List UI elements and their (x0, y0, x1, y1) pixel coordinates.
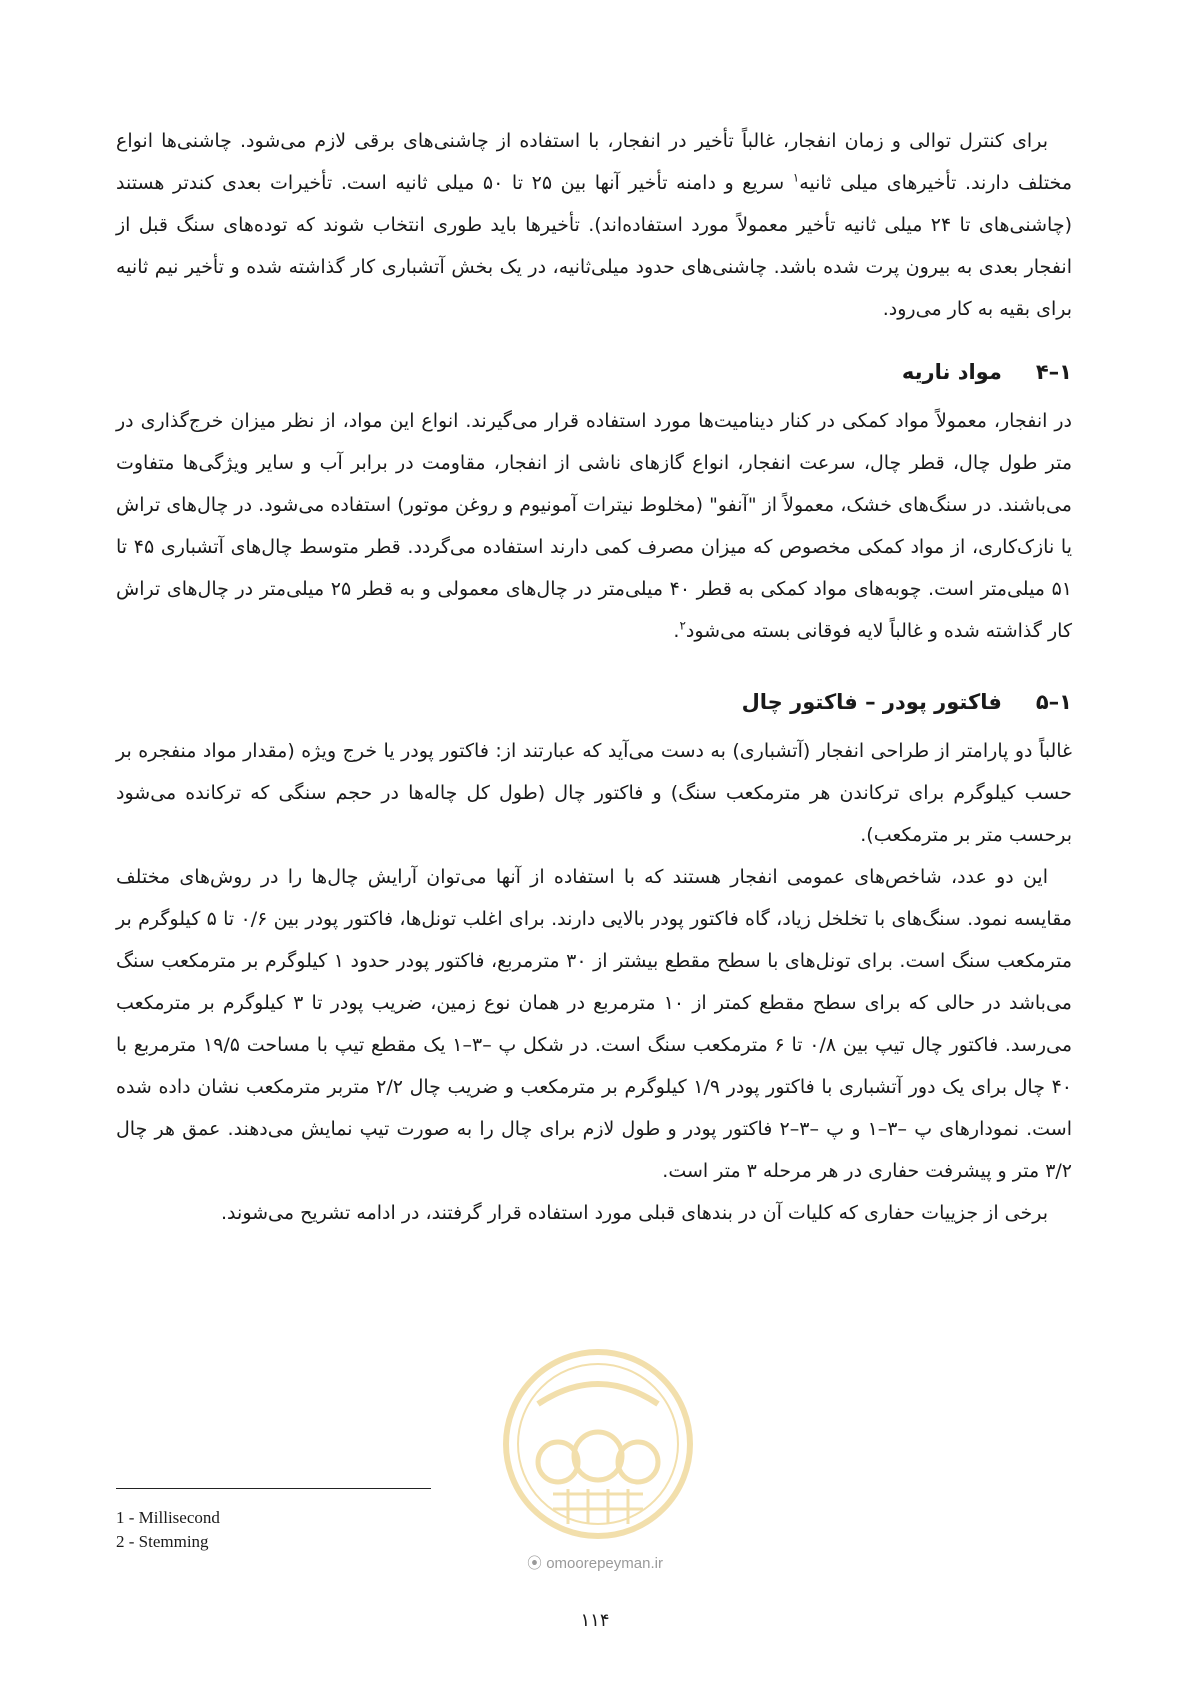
paragraph-text: . (673, 620, 680, 642)
section-heading-explosives (116, 352, 1072, 392)
page-body (116, 120, 1072, 1234)
paragraph-text: برای کنترل توالی و زمان انفجار، غالباً تأخیر در انفجار، با استفاده از چاشنی‌های برقی لازم می‌شود. چاشنی‌ها انواع مختلف دارند. تأخیرهای میلی ثانیه (116, 130, 1072, 194)
page-number: ۱۱۴ (580, 1610, 610, 1631)
footnote-divider (116, 1488, 431, 1489)
footnote-1: 1 - Millisecond (116, 1508, 220, 1527)
section-title: فاکتور پودر – فاکتور چال (741, 690, 1002, 714)
paragraph-indices: این دو عدد، شاخص‌های عمومی انفجار هستند که با استفاده از آنها می‌توان آرایش چال‌ها را در روش‌های مختلف مقایسه نمود. سنگ‌های با تخلخل زیاد، گاه فاکتور پودر بالایی دارند. برای اغلب تونل‌ها، فاکتور پودر بین ۰/۶ تا ۵ کیلوگرم بر مترمکعب سنگ است. برای تونل‌های با سطح مقطع بیشتر از ۳۰ مترمربع، فاکتور پودر حدود ۱ کیلوگرم بر مترمکعب سنگ می‌باشد در حالی که برای سطح مقطع کمتر از ۱۰ مترمربع در همان نوع زمین، ضریب پودر تا ۳ کیلوگرم بر مترمکعب می‌رسد. فاکتور چال تیپ بین ۰/۸ تا ۶ مترمکعب سنگ است. در شکل پ –۳–۱ یک مقطع تیپ با مساحت ۱۹/۵ مترمربع با ۴۰ چال برای یک دور آتشباری با فاکتور پودر ۱/۹ کیلوگرم بر مترمکعب و ضریب چال ۲/۲ متربر مترمکعب نشان داده شده است. نمودارهای پ –۳–۱ و پ –۳–۲ فاکتور پودر و طول لازم برای چال را به صورت تیپ نمایش می‌دهند. عمق هر چال ۳/۲ متر و پیشرفت حفاری در هر مرحله ۳ متر است. (116, 866, 1073, 1182)
footnote-ref-1: ۱ (792, 170, 800, 185)
watermark-logo (498, 1344, 698, 1544)
footnotes (116, 1506, 220, 1554)
watermark-url-text: omoorepeyman.ir (546, 1555, 663, 1572)
section-title: مواد ناریه (901, 360, 1002, 384)
footnote-ref-2: ۲ (679, 618, 686, 633)
watermark-url: ⦿ omoorepeyman.ir (527, 1555, 663, 1572)
section-number: ۱–۵ (1035, 690, 1072, 714)
section-number: ۱–۴ (1035, 360, 1072, 384)
paragraph-detonators (116, 120, 1072, 330)
paragraph-parameters: غالباً دو پارامتر از طراحی انفجار (آتشباری) به دست می‌آید که عبارتند از: فاکتور پودر یا خرج ویژه (مقدار مواد منفجره بر حسب کیلوگرم برای ترکاندن هر مترمکعب سنگ) و فاکتور چال (طول کل چاله‌ها در حجم سنگی که ترکانده می‌شود برحسب متر بر مترمکعب). (116, 740, 1072, 846)
paragraph-text: سریع و دامنه تأخیر آنها بین ۲۵ تا ۵۰ میلی ثانیه است. تأخیرات بعدی کندتر هستند (چاشنی‌های تا ۲۴ میلی ثانیه تأخیر معمولاً مورد استفاده‌اند). تأخیرها باید طوری انتخاب شوند که توده‌های سنگ قبل از انفجار بعدی به بیرون پرت شده باشد. چاشنی‌های حدود میلی‌ثانیه، در یک بخش آتشباری کار گذاشته شده و تأخیر نیم ثانیه برای بقیه به کار می‌رود. (116, 172, 1072, 320)
section-heading-powder-factor (116, 682, 1072, 722)
paragraph-details: برخی از جزییات حفاری که کلیات آن در بندهای قبلی مورد استفاده قرار گرفتند، در ادامه تشریح می‌شوند. (221, 1202, 1048, 1224)
paragraph-explosives (116, 400, 1072, 652)
footnote-2: 2 - Stemming (116, 1532, 209, 1551)
paragraph-text: در انفجار، معمولاً مواد کمکی در کنار دینامیت‌ها مورد استفاده قرار می‌گیرند. انواع این مواد، از نظر میزان خرج‌گذاری در متر طول چال، قطر چال، سرعت انفجار، انواع گازهای ناشی از انفجار، مقاومت در برابر آب و سایر ویژگی‌ها متفاوت می‌باشند. در سنگ‌های خشک، معمولاً از "آنفو" (مخلوط نیترات آمونیوم و روغن موتور) استفاده می‌شود. در چال‌های تراش یا نازک‌کاری، از مواد کمکی مخصوص که میزان مصرف کمی دارند استفاده می‌گردد. قطر متوسط چال‌های آتشباری ۴۵ تا ۵۱ میلی‌متر است. چوبه‌های مواد کمکی به قطر ۴۰ میلی‌متر در چال‌های معمولی و به قطر ۲۵ میلی‌متر در چال‌های تراش کار گذاشته شده و غالباً لایه فوقانی بسته می‌شود (116, 410, 1072, 642)
